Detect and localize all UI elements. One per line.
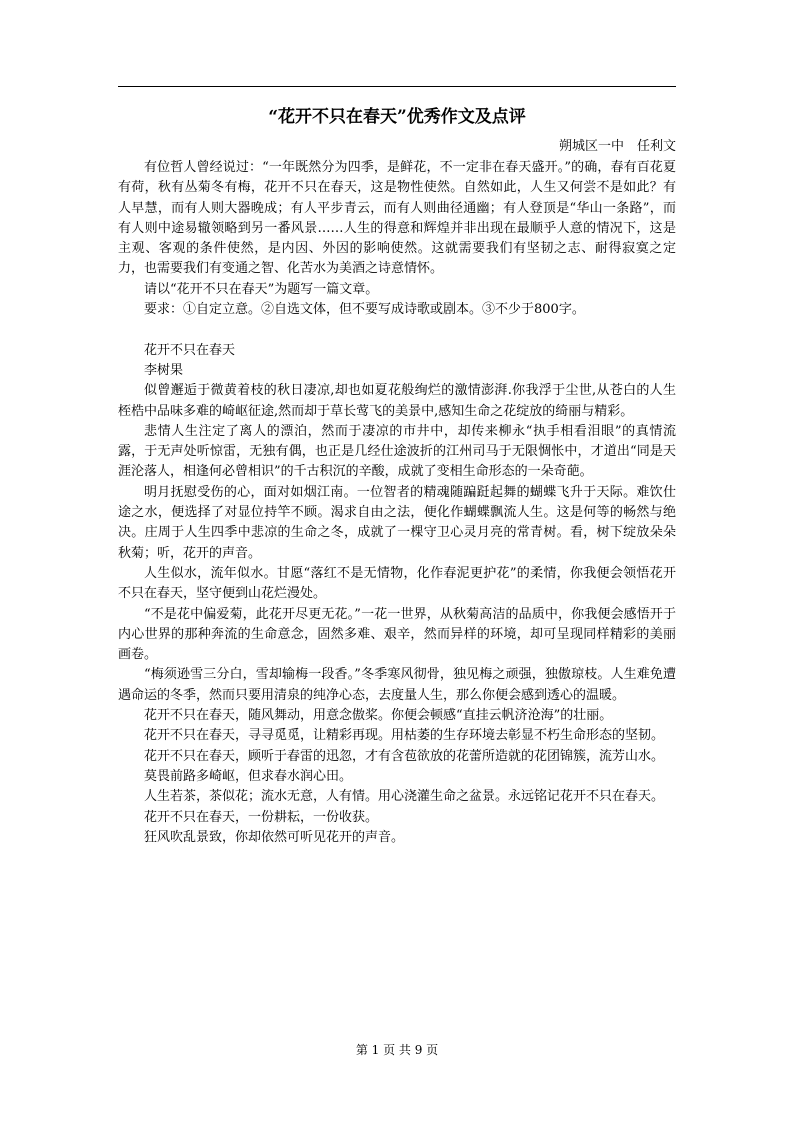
essay-author: 李树果 (144, 362, 184, 378)
document-body (118, 158, 676, 848)
essay-paragraph: 悲情人生注定了离人的漂泊，然而于凄凉的市井中，却传来柳永“执手相看泪眼”的真情流露，于无声处听惊雷，无独有偶，也正是几经仕途波折的江州司马于无限惆怅中，才道出“同是天涯沦落人，相逢何必曾相识”的千古积沉的辛酸，成就了变相生命形态的一朵奇葩。 (118, 423, 676, 480)
essay-paragraph: 莫畏前路多崎岖，但求春水润心田。 (144, 768, 353, 784)
essay-paragraph: 人生似水，流年似水。甘愿“落红不是无情物，化作春泥更护花”的柔情，你我便会领悟花开不只在春天，坚守便到山花烂漫处。 (118, 565, 676, 602)
essay-paragraph: 花开不只在春天，顾听于春雷的迅忽，才有含苞欲放的花蕾所造就的花团锦簇，流芳山水。 (144, 748, 665, 764)
document-title: “花开不只在春天”优秀作文及点评 (268, 107, 526, 127)
essay-paragraph: 花开不只在春天，一份耕耘，一份收获。 (144, 809, 379, 825)
header-rule (118, 86, 676, 87)
essay-paragraph: 花开不只在春天，寻寻觅觅，让精彩再现。用枯萎的生存环境去彰显不朽生命形态的坚韧。 (144, 728, 665, 744)
essay-title: 花开不只在春天 (144, 342, 236, 358)
essay-paragraph: “梅须逊雪三分白，雪却输梅一段香。”冬季寒风彻骨，独见梅之顽强，独傲琼枝。人生难免遭遇命运的冬季，然而只要用清泉的纯净心态，去度量人生，那么你便会感到透心的温暖。 (118, 667, 676, 703)
author-line: 朔城区一中 任利文 (558, 139, 676, 154)
blank-line (118, 320, 676, 340)
essay-paragraph: 花开不只在春天，随风舞动，用意念傲桨。你便会顿感“直挂云帆济沧海”的壮丽。 (144, 708, 613, 724)
essay-paragraph: 明月抚慰受伤的心，面对如烟江南。一位智者的精魂随蹁跹起舞的蝴蝶飞升于天际。难饮仕途之水，便选择了对显位持竿不顾。渴求自由之法，便化作蝴蝶飘流人生。这是何等的畅然与绝决。庄周于人生四季中悲凉的生命之冬，成就了一棵守卫心灵月亮的常青树。看，树下绽放朵朵秋菊；听，花开的声音。 (118, 484, 676, 561)
prompt-paragraph: 有位哲人曾经说过：“一年既然分为四季，是鲜花，不一定非在春天盛开。”的确，春有百花夏有荷，秋有丛菊冬有梅，花开不只在春天，这是物性使然。自然如此，人生又何尝不是如此？有人早慧，而有人则大器晚成；有人平步青云，而有人则曲径通幽；有人登顶是“华山一条路”，而有人则中途易辙领略到另一番风景……人生的得意和辉煌并非出现在最顺乎人意的情况下，这是主观、客观的条件使然，是内因、外因的影响使然。这就需要我们有坚韧之志、耐得寂寞之定力，也需要我们有变通之智、化苦水为美酒之诗意情怀。 (118, 160, 676, 277)
page-footer: 第 1 页 共 9 页 (355, 1043, 439, 1057)
prompt-paragraph: 要求：①自定立意。②自选文体，但不要写成诗歌或剧本。③不少于800字。 (144, 302, 585, 318)
prompt-paragraph: 请以“花开不只在春天”为题写一篇文章。 (144, 281, 379, 297)
essay-paragraph: “不是花中偏爱菊，此花开尽更无花。”一花一世界，从秋菊高洁的品质中，你我便会感悟开于内心世界的那种奔流的生命意念，固然多难、艰辛，然而异样的环境，却可呈现同样精彩的美丽画卷。 (118, 606, 676, 663)
essay-paragraph: 似曾邂逅于微黄着枝的秋日凄凉,却也如夏花般绚烂的激情澎湃.你我浮于尘世,从苍白的人生桎梏中品味多难的崎岖征途,然而却于草长莺飞的美景中,感知生命之花绽放的绮丽与精彩。 (118, 383, 676, 419)
essay-paragraph: 狂风吹乱景致，你却依然可听见花开的声音。 (144, 829, 405, 845)
essay-paragraph: 人生若茶，茶似花；流水无意，人有情。用心浇灌生命之盆景。永远铭记花开不只在春天。 (144, 789, 665, 805)
